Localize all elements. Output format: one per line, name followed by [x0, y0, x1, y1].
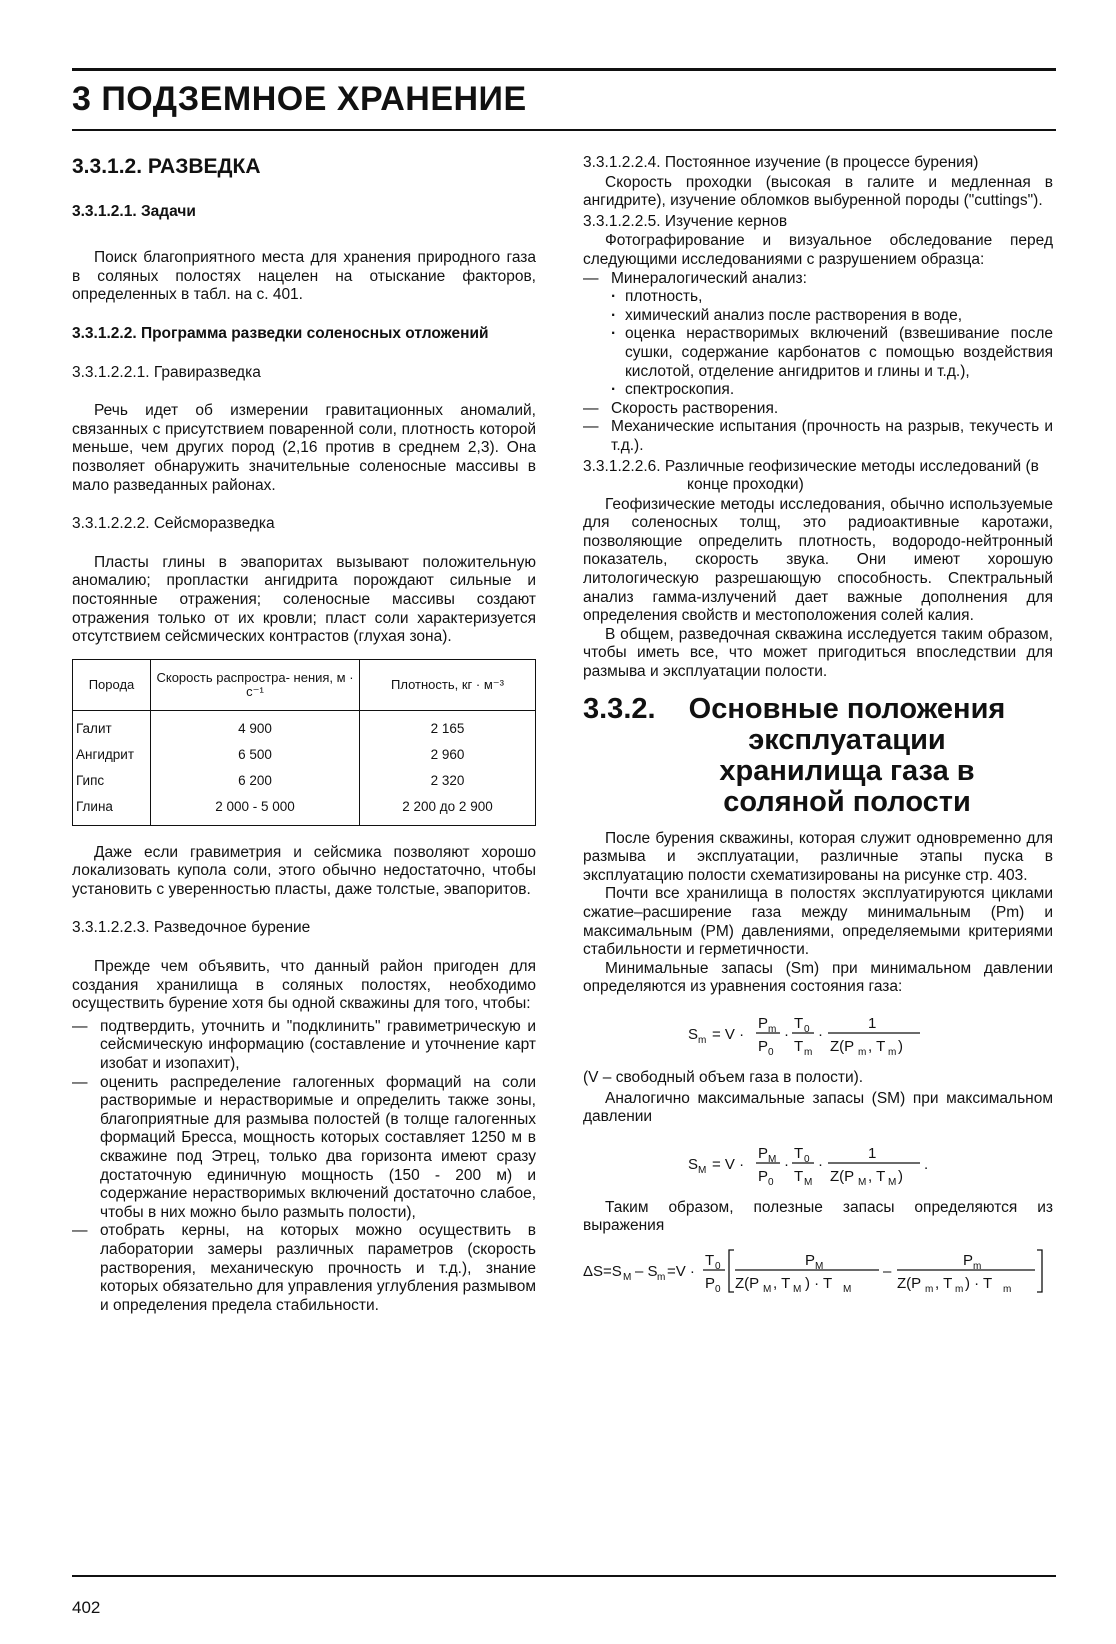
- svg-text:= V ·: = V ·: [712, 1155, 745, 1173]
- section-title: Основные положения эксплуатации хранилища газа в соляной полости: [688, 692, 1006, 818]
- svg-text:, T: , T: [773, 1274, 791, 1292]
- list-item: · плотность,: [583, 288, 1053, 307]
- table-header: Плотность, кг · м⁻³: [360, 659, 536, 710]
- svg-text:M: M: [888, 1176, 897, 1188]
- svg-text:, T: , T: [935, 1274, 953, 1292]
- table-cell: 6 500: [151, 743, 360, 769]
- svg-text:Z(P: Z(P: [830, 1167, 855, 1185]
- section-heading-razvedka: 3.3.1.2. РАЗВЕДКА: [72, 155, 261, 178]
- paragraph-after-table: Даже если гравиметрия и сейсмика позволяют хорошо локализовать купола соли, этого обычно недостаточно, чтобы установить с уверенностью пласты, даже толстые, эвапоритов.: [72, 843, 536, 898]
- svg-text:): ): [898, 1037, 903, 1055]
- svg-text:Z(P: Z(P: [830, 1037, 855, 1055]
- paragraph-continuous-study: Скорость проходки (высокая в галите и медленная в ангидрите), изучение обломков выбуренной породы ("cuttings").: [583, 173, 1053, 210]
- svg-text:1: 1: [868, 1014, 877, 1032]
- table-cell: 6 200: [151, 769, 360, 795]
- svg-text:·: ·: [784, 1155, 789, 1173]
- svg-text:M: M: [763, 1283, 772, 1295]
- section-number: 3.3.2.: [583, 692, 656, 725]
- svg-text:M: M: [793, 1283, 802, 1295]
- svg-text:M: M: [623, 1271, 632, 1283]
- heading-drilling: 3.3.1.2.2.3. Разведочное бурение: [72, 919, 311, 937]
- svg-text:.: .: [924, 1155, 929, 1173]
- table-cell: Глина: [73, 795, 151, 826]
- svg-text:P: P: [705, 1274, 716, 1292]
- paragraph-cores: Фотографирование и визуальное обследование перед следующими исследованиями с разрушением образца:: [583, 232, 1053, 268]
- list-item: · оценка нерастворимых включений (взвешивание после сушки, содержание карбонатов с помощью воздействия кислотой, отделение ангидритов и глины и т.д.),: [583, 325, 1053, 381]
- svg-text:·: ·: [818, 1155, 823, 1173]
- svg-text:·: ·: [784, 1025, 789, 1043]
- heading-geophysics: 3.3.1.2.2.6. Различные геофизические методы исследований (в конце проходки): [583, 457, 1039, 494]
- table-row: [73, 795, 536, 826]
- heading-seism: 3.3.1.2.2.2. Сейсморазведка: [72, 515, 275, 533]
- svg-text:Z(P: Z(P: [735, 1274, 760, 1292]
- svg-text:– S: – S: [635, 1262, 658, 1280]
- list-item: · химический анализ после растворения в воде,: [583, 307, 1053, 326]
- svg-text:m: m: [657, 1271, 666, 1283]
- svg-text:0: 0: [715, 1260, 721, 1272]
- svg-text:–: –: [883, 1262, 892, 1280]
- svg-text:, T: , T: [868, 1167, 886, 1185]
- list-item: · спектроскопия.: [583, 381, 1053, 400]
- svg-text:0: 0: [768, 1046, 774, 1058]
- svg-text:0: 0: [804, 1153, 810, 1165]
- list-item: — Скорость растворения.: [583, 400, 1053, 419]
- heading-continuous-study: 3.3.1.2.2.4. Постоянное изучение (в процессе бурения): [583, 154, 979, 171]
- svg-text:1: 1: [868, 1144, 877, 1162]
- left-column: [72, 152, 536, 1315]
- svg-text:P: P: [758, 1014, 769, 1032]
- table-cell: 2 165: [360, 710, 536, 743]
- paragraph-zadachi: Поиск благоприятного места для хранения природного газа в соляных полостях нацелен на отыскание факторов, определенных в табл. на с. 401.: [72, 249, 536, 304]
- svg-text:M: M: [843, 1283, 852, 1295]
- table-cell: Ангидрит: [73, 743, 151, 769]
- table-cell: Галит: [73, 710, 151, 743]
- svg-text:·: ·: [818, 1025, 823, 1043]
- svg-text:m: m: [1003, 1283, 1012, 1295]
- svg-text:T: T: [794, 1167, 804, 1185]
- svg-text:S: S: [688, 1155, 699, 1173]
- svg-text:T: T: [794, 1037, 804, 1055]
- svg-text:M: M: [815, 1260, 824, 1272]
- paragraph-min-reserves: Минимальные запасы (Sm) при минимальном давлении определяются из уравнения состояния газа:: [583, 959, 1053, 996]
- table-header: Скорость распростра- нения, м · с⁻¹: [151, 659, 360, 710]
- svg-text:M: M: [768, 1153, 777, 1165]
- list-item: — подтвердить, уточнить и "подклинить" гравиметрическую и сейсмическую информацию (составление и уточнение карт изобат и изопахит),: [72, 1018, 536, 1074]
- paragraph-seism: Пласты глины в эвапоритах вызывают положительную аномалию; пропластки ангидрита порождают сильные и постоянные отражения; соленосные массивы создают отражения только от их кровли; пласт соли характеризуется отсутствием сейсмических контрастов (глухая зона).: [72, 553, 536, 646]
- svg-text:, T: , T: [868, 1037, 886, 1055]
- paragraph-max-reserves: Аналогично максимальные запасы (SM) при максимальном давлении: [583, 1089, 1053, 1126]
- table-header-row: [73, 659, 536, 710]
- svg-text:M: M: [804, 1176, 813, 1188]
- title-rule: [72, 129, 1056, 131]
- list-item: — оценить распределение галогенных формаций на соли растворимые и нерастворимые и определить также зоны, благоприятные для размыва полостей (в толще галогенных формаций Бресса, мощность которых составляет 1250 м в скважине под Этрец, только два горизонта имеют сразу достаточную единичную мощность (150 - 200 м) и содержание нерастворимых включений достаточно слабое, чтобы в них можно было размыть полости),: [72, 1074, 536, 1223]
- svg-text:P: P: [758, 1144, 769, 1162]
- list-item: — Минералогический анализ:: [583, 270, 1053, 289]
- table-row: [73, 743, 536, 769]
- svg-text:m: m: [858, 1046, 867, 1058]
- table-header: Порода: [73, 659, 151, 710]
- heading-cores: 3.3.1.2.2.5. Изучение кернов: [583, 212, 788, 230]
- heading-gravi: 3.3.1.2.2.1. Гравиразведка: [72, 363, 261, 381]
- top-rule: [72, 68, 1056, 71]
- heading-zadachi: 3.3.1.2.1. Задачи: [72, 202, 196, 220]
- table-cell: Гипс: [73, 769, 151, 795]
- bottom-rule: [72, 1575, 1056, 1577]
- svg-text:0: 0: [768, 1176, 774, 1188]
- list-item: — Механические испытания (прочность на разрыв, текучесть и т.д.).: [583, 418, 1053, 455]
- table-cell: 2 960: [360, 743, 536, 769]
- page-number: 402: [72, 1598, 101, 1617]
- svg-text:P: P: [963, 1251, 974, 1269]
- paragraph-general: В общем, разведочная скважина исследуется таким образом, чтобы иметь все, что может пригодиться впоследствии для размыва и эксплуатации полости.: [583, 625, 1053, 681]
- svg-text:m: m: [804, 1046, 813, 1058]
- svg-text:M: M: [698, 1164, 707, 1176]
- svg-text:=V ·: =V ·: [667, 1262, 695, 1280]
- rock-properties-table: [72, 659, 536, 826]
- svg-text:= V ·: = V ·: [712, 1025, 745, 1043]
- svg-text:P: P: [805, 1251, 816, 1269]
- svg-text:Z(P: Z(P: [897, 1274, 922, 1292]
- formula-max-reserves: [583, 1137, 1053, 1189]
- svg-text:ΔS=S: ΔS=S: [583, 1262, 622, 1280]
- svg-text:m: m: [768, 1023, 777, 1035]
- svg-text:m: m: [955, 1283, 964, 1295]
- table-cell: 4 900: [151, 710, 360, 743]
- chapter-title: 3 ПОДЗЕМНОЕ ХРАНЕНИЕ: [72, 80, 527, 118]
- svg-text:S: S: [688, 1025, 699, 1043]
- svg-text:m: m: [888, 1046, 897, 1058]
- paragraph-useful-reserves: Таким образом, полезные запасы определяются из выражения: [583, 1198, 1053, 1235]
- table-cell: 2 320: [360, 769, 536, 795]
- svg-text:0: 0: [804, 1023, 810, 1035]
- svg-text:): ): [898, 1167, 903, 1185]
- section-heading-3-3-2: [583, 694, 1053, 818]
- paragraph-cycles: Почти все хранилища в полостях эксплуатируются циклами сжатие–расширение газа между минимальным (Pm) и максимальным (PM) давлениями, определяемыми критериями стабильности и герметичности.: [583, 885, 1053, 959]
- table-cell: 2 000 - 5 000: [151, 795, 360, 826]
- paragraph-geophysics: Геофизические методы исследования, обычно используемые для соленосных толщ, это радиоактивные каротажи, позволяющие определить плотность, водородо-нейтронный показатель, скорость звука. Они имеют хорошую литологическую разрешающую способность. Спектральный анализ гамма-излучений дает важные дополнения для определения свойств и местоположения солей калия.: [583, 495, 1053, 625]
- svg-text:m: m: [973, 1260, 982, 1272]
- svg-text:) · T: ) · T: [805, 1274, 833, 1292]
- svg-text:m: m: [925, 1283, 934, 1295]
- table-cell: 2 200 до 2 900: [360, 795, 536, 826]
- right-column: [583, 152, 1053, 1306]
- svg-text:) · T: ) · T: [965, 1274, 993, 1292]
- table-row: [73, 710, 536, 743]
- formula-useful-reserves: [583, 1244, 1053, 1296]
- formula-min-reserves: [583, 1007, 1053, 1059]
- paragraph-drilling: Прежде чем объявить, что данный район пригоден для создания хранилища в соляных полостях, необходимо осуществить бурение хотя бы одной скважины для того, чтобы:: [72, 958, 536, 1013]
- svg-text:M: M: [858, 1176, 867, 1188]
- svg-text:P: P: [758, 1167, 769, 1185]
- svg-text:T: T: [794, 1144, 804, 1162]
- table-row: [73, 769, 536, 795]
- svg-text:m: m: [698, 1034, 707, 1046]
- list-item: — отобрать керны, на которых можно осуществить в лаборатории замеры различных параметров (скорость растворения, механическую прочность и т.д.), знание которых обязательно для управления углубления размывом и определения предела стабильности.: [72, 1222, 536, 1315]
- heading-programma: 3.3.1.2.2. Программа разведки соленосных отложений: [72, 324, 489, 342]
- svg-text:P: P: [758, 1037, 769, 1055]
- paragraph-v-definition: (V – свободный объем газа в полости).: [583, 1068, 864, 1086]
- svg-text:T: T: [705, 1251, 715, 1269]
- svg-text:0: 0: [715, 1283, 721, 1295]
- paragraph-after-drilling: После бурения скважины, которая служит одновременно для размыва и эксплуатации, различные этапы пуска в эксплуатацию полости схематизированы на рисунке стр. 403.: [583, 829, 1053, 884]
- svg-text:T: T: [794, 1014, 804, 1032]
- paragraph-gravi: Речь идет об измерении гравитационных аномалий, связанных с присутствием поваренной соли, плотность которой меньше, чем других пород (2,16 против в среднем 2,3). Она позволяет обнаружить значительные соленосные массивы в мало разведанных районах.: [72, 402, 536, 494]
